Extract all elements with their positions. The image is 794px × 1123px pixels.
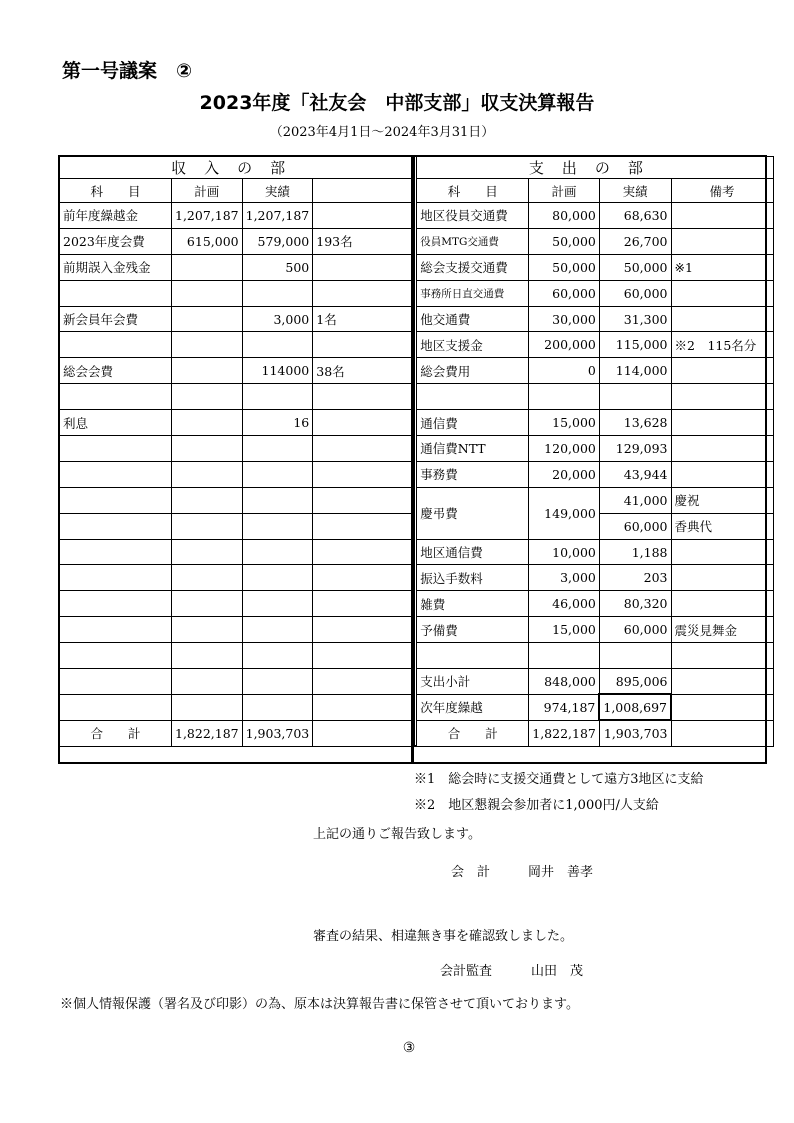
expense-plan: 974,187 <box>529 694 600 720</box>
expense-plan: 10,000 <box>529 539 600 565</box>
income-remark <box>313 384 415 410</box>
table-row <box>60 203 774 229</box>
expense-item: 総会支援交通費 <box>417 254 529 280</box>
income-plan <box>172 669 243 695</box>
expense-remark <box>671 643 773 669</box>
income-actual: 579,000 <box>242 228 313 254</box>
expense-actual: 43,944 <box>599 461 671 487</box>
expense-remark <box>671 358 773 384</box>
income-plan <box>172 643 243 669</box>
table-row <box>60 358 774 384</box>
expense-plan: 80,000 <box>529 203 600 229</box>
expense-item: 総会費用 <box>417 358 529 384</box>
expense-actual: 114,000 <box>599 358 671 384</box>
expense-actual: 203 <box>599 565 671 591</box>
expense-remark <box>671 203 773 229</box>
income-actual <box>242 487 313 513</box>
income-plan <box>172 539 243 565</box>
table-row <box>60 591 774 617</box>
income-plan <box>172 436 243 462</box>
income-actual <box>242 694 313 720</box>
income-plan: 1,207,187 <box>172 203 243 229</box>
table-row <box>60 384 774 410</box>
expense-column-header: 科 目 <box>417 179 529 203</box>
expense-item: 通信費 <box>417 410 529 436</box>
expense-actual: 60,000 <box>599 513 671 539</box>
income-remark <box>313 203 415 229</box>
income-actual <box>242 565 313 591</box>
expense-remark <box>671 669 773 695</box>
expense-actual: 26,700 <box>599 228 671 254</box>
income-actual <box>242 332 313 358</box>
expense-plan: 50,000 <box>529 254 600 280</box>
income-item: 利息 <box>60 410 172 436</box>
expense-remark: 震災見舞金 <box>671 617 773 643</box>
income-item <box>60 591 172 617</box>
accountant-role: 会 計 <box>451 865 491 880</box>
expense-item: 通信費NTT <box>417 436 529 462</box>
expense-item: 支出小計 <box>417 669 529 695</box>
income-remark <box>313 461 415 487</box>
income-item <box>60 643 172 669</box>
expense-item: 慶弔費 <box>417 487 529 539</box>
income-plan <box>172 591 243 617</box>
income-remark <box>313 332 415 358</box>
expense-actual: 1,188 <box>599 539 671 565</box>
table-row <box>60 306 774 332</box>
table-row <box>60 694 774 720</box>
income-item: 前年度繰越金 <box>60 203 172 229</box>
expense-plan: 20,000 <box>529 461 600 487</box>
income-remark <box>313 280 415 306</box>
income-remark: 1名 <box>313 306 415 332</box>
fiscal-period: （2023年4月1日～2024年3月31日） <box>269 125 495 140</box>
income-remark <box>313 669 415 695</box>
income-actual <box>242 539 313 565</box>
income-remark: 38名 <box>313 358 415 384</box>
table-row <box>60 669 774 695</box>
expense-plan: 60,000 <box>529 280 600 306</box>
expense-actual: 60,000 <box>599 280 671 306</box>
income-item <box>60 280 172 306</box>
expense-plan: 848,000 <box>529 669 600 695</box>
expense-item: 他交通費 <box>417 306 529 332</box>
expense-plan: 3,000 <box>529 565 600 591</box>
income-remark <box>313 643 415 669</box>
expense-actual: 1,008,697 <box>599 694 671 720</box>
expense-remark <box>671 384 773 410</box>
income-remark <box>313 617 415 643</box>
expense-remark <box>671 436 773 462</box>
income-plan <box>172 280 243 306</box>
income-remark <box>313 513 415 539</box>
income-actual <box>242 280 313 306</box>
income-plan: 615,000 <box>172 228 243 254</box>
income-item <box>60 461 172 487</box>
audit-statement: 審査の結果、相違無き事を確認致しました。 <box>313 929 574 944</box>
table-row <box>60 254 774 280</box>
income-actual: 114000 <box>242 358 313 384</box>
page-number: ③ <box>402 1040 416 1056</box>
table-row <box>60 487 774 513</box>
table-row <box>60 436 774 462</box>
total-row <box>60 720 774 746</box>
table-row <box>60 565 774 591</box>
expense-remark: 香典代 <box>671 513 773 539</box>
income-item <box>60 332 172 358</box>
expense-remark <box>671 306 773 332</box>
expense-remark <box>671 280 773 306</box>
expense-plan <box>529 384 600 410</box>
expense-remark: ※1 <box>671 254 773 280</box>
page-title: 2023年度「社友会 中部支部」収支決算報告 <box>199 92 595 114</box>
expense-actual: 80,320 <box>599 591 671 617</box>
table-row <box>60 410 774 436</box>
income-actual <box>242 643 313 669</box>
expense-actual: 31,300 <box>599 306 671 332</box>
income-remark <box>313 487 415 513</box>
income-item <box>60 694 172 720</box>
income-item <box>60 565 172 591</box>
income-remark <box>313 436 415 462</box>
expense-item <box>417 643 529 669</box>
income-plan <box>172 487 243 513</box>
income-remark <box>313 591 415 617</box>
expense-plan: 15,000 <box>529 617 600 643</box>
expense-remark <box>671 461 773 487</box>
expense-item: 事務所日直交通費 <box>417 280 529 306</box>
income-plan <box>172 694 243 720</box>
expense-column-header: 計画 <box>529 179 600 203</box>
expense-remark <box>671 539 773 565</box>
expense-actual: 60,000 <box>599 617 671 643</box>
income-actual <box>242 513 313 539</box>
income-remark <box>313 539 415 565</box>
agenda-number: 第一号議案 ② <box>62 60 193 82</box>
income-actual: 500 <box>242 254 313 280</box>
income-total-cell: 1,903,703 <box>242 720 313 746</box>
income-item: 新会員年会費 <box>60 306 172 332</box>
expense-remark <box>671 591 773 617</box>
footnote-1: ※1 総会時に支援交通費として遠方3地区に支給 <box>414 772 704 787</box>
expense-item <box>417 384 529 410</box>
income-remark <box>313 565 415 591</box>
income-item <box>60 513 172 539</box>
income-column-header: 科 目 <box>60 179 172 203</box>
income-plan <box>172 332 243 358</box>
expense-actual: 115,000 <box>599 332 671 358</box>
income-item <box>60 384 172 410</box>
income-actual <box>242 669 313 695</box>
expense-plan: 149,000 <box>529 487 600 539</box>
income-section-title: 収入の部 <box>60 157 415 179</box>
income-plan <box>172 410 243 436</box>
auditor-role: 会計監査 <box>440 964 493 979</box>
income-actual: 16 <box>242 410 313 436</box>
income-column-header: 計画 <box>172 179 243 203</box>
income-total-cell: 1,822,187 <box>172 720 243 746</box>
table-row <box>60 280 774 306</box>
income-item: 前期誤入金残金 <box>60 254 172 280</box>
expense-actual: 129,093 <box>599 436 671 462</box>
income-actual <box>242 617 313 643</box>
income-plan <box>172 513 243 539</box>
expense-item: 地区役員交通費 <box>417 203 529 229</box>
expense-actual <box>599 384 671 410</box>
income-actual: 3,000 <box>242 306 313 332</box>
income-plan <box>172 461 243 487</box>
income-item <box>60 436 172 462</box>
expense-total-cell: 1,903,703 <box>599 720 671 746</box>
expense-remark <box>671 565 773 591</box>
table-row <box>60 228 774 254</box>
income-item <box>60 669 172 695</box>
expense-plan: 46,000 <box>529 591 600 617</box>
expense-actual: 895,006 <box>599 669 671 695</box>
income-remark <box>313 254 415 280</box>
income-item <box>60 539 172 565</box>
privacy-notice: ※個人情報保護（署名及び印影）の為、原本は決算報告書に保管させて頂いております。 <box>60 997 579 1012</box>
income-remark: 193名 <box>313 228 415 254</box>
expense-item: 地区支援金 <box>417 332 529 358</box>
income-actual <box>242 591 313 617</box>
income-actual <box>242 436 313 462</box>
income-item <box>60 617 172 643</box>
expense-total-cell <box>671 720 773 746</box>
closing-statement: 上記の通りご報告致します。 <box>313 827 481 842</box>
expense-remark <box>671 410 773 436</box>
table-row <box>60 617 774 643</box>
accountant-name: 岡井 善孝 <box>528 865 594 880</box>
settlement-table <box>59 156 774 747</box>
expense-column-header: 備考 <box>671 179 773 203</box>
expense-item: 次年度繰越 <box>417 694 529 720</box>
income-plan <box>172 617 243 643</box>
income-plan <box>172 565 243 591</box>
expense-plan <box>529 643 600 669</box>
table-row <box>60 539 774 565</box>
expense-actual: 68,630 <box>599 203 671 229</box>
expense-plan: 30,000 <box>529 306 600 332</box>
table-row <box>60 513 774 539</box>
auditor-name: 山田 茂 <box>531 964 584 979</box>
income-actual <box>242 384 313 410</box>
income-actual: 1,207,187 <box>242 203 313 229</box>
expense-column-header: 実績 <box>599 179 671 203</box>
income-column-header: 実績 <box>242 179 313 203</box>
income-remark <box>313 410 415 436</box>
expense-item: 事務費 <box>417 461 529 487</box>
expense-total-cell: 合 計 <box>417 720 529 746</box>
expense-plan: 15,000 <box>529 410 600 436</box>
expense-plan: 0 <box>529 358 600 384</box>
column-gap <box>415 513 417 539</box>
income-item: 2023年度会費 <box>60 228 172 254</box>
income-plan <box>172 254 243 280</box>
expense-section-title: 支出の部 <box>417 157 773 179</box>
expense-plan: 120,000 <box>529 436 600 462</box>
expense-actual: 13,628 <box>599 410 671 436</box>
income-actual <box>242 461 313 487</box>
income-item: 総会会費 <box>60 358 172 384</box>
expense-plan: 50,000 <box>529 228 600 254</box>
income-remark <box>313 694 415 720</box>
income-item <box>60 487 172 513</box>
income-plan <box>172 306 243 332</box>
expense-item: 地区通信費 <box>417 539 529 565</box>
expense-actual: 50,000 <box>599 254 671 280</box>
expense-actual <box>599 643 671 669</box>
footnote-2: ※2 地区懇親会参加者に1,000円/人支給 <box>414 798 659 813</box>
table-row <box>60 332 774 358</box>
expense-remark: 慶祝 <box>671 487 773 513</box>
income-plan <box>172 384 243 410</box>
expense-remark: ※2 115名分 <box>671 332 773 358</box>
income-total-cell: 合 計 <box>60 720 172 746</box>
expense-item: 雑費 <box>417 591 529 617</box>
expense-remark <box>671 694 773 720</box>
income-column-header <box>313 179 415 203</box>
expense-actual: 41,000 <box>599 487 671 513</box>
table-row <box>60 461 774 487</box>
income-plan <box>172 358 243 384</box>
expense-item: 振込手数料 <box>417 565 529 591</box>
expense-item: 予備費 <box>417 617 529 643</box>
expense-remark <box>671 228 773 254</box>
expense-item: 役員MTG交通費 <box>417 228 529 254</box>
expense-total-cell: 1,822,187 <box>529 720 600 746</box>
expense-plan: 200,000 <box>529 332 600 358</box>
income-total-cell <box>313 720 415 746</box>
table-row <box>60 643 774 669</box>
